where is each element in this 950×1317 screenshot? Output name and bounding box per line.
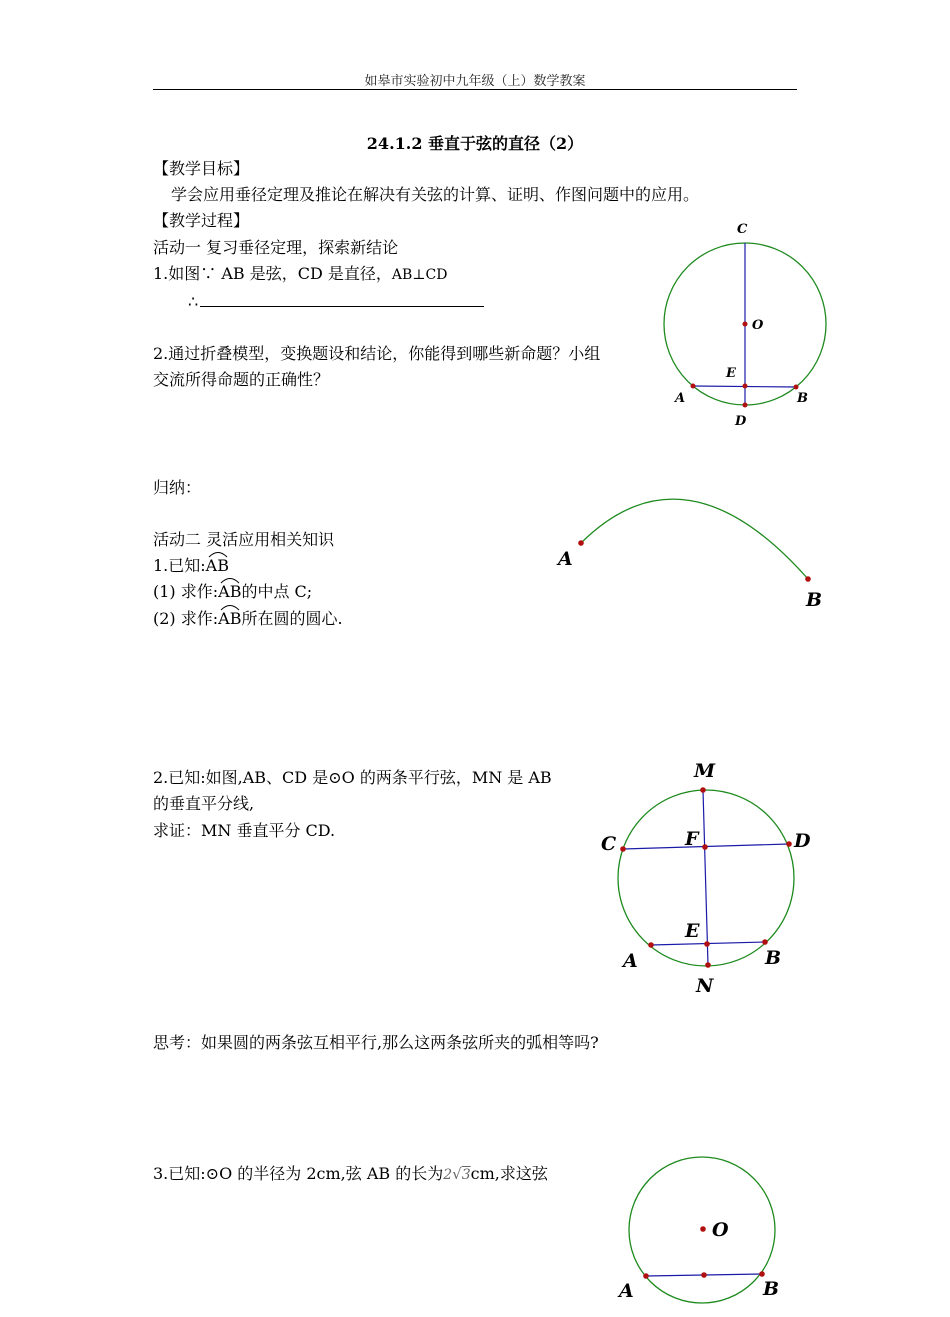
point-m (700, 787, 706, 793)
point-b (805, 576, 811, 582)
point-f (702, 844, 708, 850)
point-d (786, 841, 792, 847)
label-b: B (797, 391, 808, 406)
point-o (700, 1226, 706, 1232)
figure-2-arc-ab (550, 485, 840, 615)
part2-prefix: (2) 求作: (153, 609, 219, 628)
label-d: D (794, 830, 811, 852)
point-a (691, 384, 696, 389)
point-n (705, 962, 711, 968)
label-n: N (696, 975, 714, 997)
arc-mark-icon (207, 550, 229, 558)
arc-ab-notation (218, 608, 241, 630)
goal-heading: 【教学目标】 (153, 159, 250, 178)
activity2-q1 (153, 555, 229, 577)
label-f: F (685, 828, 699, 850)
arc-ab-notation (218, 581, 241, 603)
label-e: E (726, 366, 736, 381)
part2-suffix: 所在圆的圆心. (241, 609, 343, 628)
page-header: 如皋市实验初中九年级（上）数学教案 (364, 74, 586, 89)
figure-3-parallel-chords (595, 755, 825, 1000)
part1-prefix: (1) 求作: (153, 582, 219, 601)
activity2-part1 (153, 581, 312, 603)
activity1-therefore (188, 290, 484, 313)
lesson-title: 24.1.2 垂直于弦的直径（2） (366, 134, 584, 153)
line-mn (703, 790, 708, 965)
label-a: A (558, 548, 573, 570)
activity1-q1-prefix: 1.如图∵ AB 是弦，CD 是直径， (153, 264, 392, 283)
label-o: O (712, 1219, 729, 1241)
activity2-q1-prefix: 1.已知: (153, 556, 206, 575)
label-a: A (619, 1280, 634, 1302)
arc-ab-notation (206, 555, 229, 577)
label-a: A (623, 950, 638, 972)
problem2-line1: 2.已知:如图,AB、CD 是⊙O 的两条平行弦，MN 是 AB (153, 768, 552, 787)
problem2-line2: 的垂直平分线, (153, 794, 255, 813)
point-a (643, 1273, 649, 1279)
point-b (794, 385, 799, 390)
problem3-text (153, 1163, 548, 1186)
arc-mark-icon (219, 603, 241, 611)
summary-label: 归纳： (153, 478, 202, 497)
activity2-part2 (153, 608, 343, 630)
figure-4-circle-chord (610, 1150, 810, 1310)
process-heading: 【教学过程】 (153, 211, 250, 230)
arc-mark-icon (219, 576, 241, 584)
label-e: E (685, 920, 700, 942)
problem3-prefix: 3.已知:⊙O 的半径为 2cm,弦 AB 的长为 (153, 1164, 444, 1183)
part1-suffix: 的中点 C; (241, 582, 313, 601)
point-b (759, 1271, 765, 1277)
label-o: O (752, 318, 764, 333)
sqrt-coefficient: 2 (443, 1167, 453, 1183)
activity1-q2-line1: 2.通过折叠模型，变换题设和结论，你能得到哪些新命题？小组 (153, 344, 601, 363)
activity1-q2-line2: 交流所得命题的正确性？ (153, 370, 330, 389)
label-a: A (675, 391, 686, 406)
label-d: D (735, 414, 747, 429)
label-b: B (765, 947, 782, 969)
problem2-line3: 求证：MN 垂直平分 CD. (153, 821, 336, 840)
sqrt-radicand: 3 (461, 1167, 471, 1183)
therefore-symbol: ∴ (188, 292, 199, 311)
point-b (762, 939, 768, 945)
label-b: B (806, 589, 823, 611)
activity1-q1 (153, 263, 447, 286)
point-e (743, 384, 748, 389)
header-rule (153, 89, 797, 90)
arc-ab-label: AB (205, 556, 229, 575)
point-e (704, 941, 710, 947)
problem3-suffix: cm,求这弦 (470, 1164, 548, 1183)
figure-1-perpendicular-diameter (655, 215, 840, 435)
label-b: B (763, 1278, 780, 1300)
goal-text: 学会应用垂径定理及推论在解决有关弦的计算、证明、作图问题中的应用。 (171, 185, 700, 204)
label-c: C (601, 833, 617, 855)
arc-ab-label: AB (218, 582, 242, 601)
think-question: 思考：如果圆的两条弦互相平行,那么这两条弦所夹的弧相等吗? (153, 1033, 599, 1052)
answer-blank (200, 290, 484, 307)
point-midpoint (701, 1272, 707, 1278)
point-d (743, 403, 748, 408)
point-a (648, 942, 654, 948)
point-o (743, 322, 748, 327)
activity2-title: 活动二 灵活应用相关知识 (153, 530, 335, 549)
activity1-q1-cond: AB⊥CD (391, 267, 448, 283)
label-m: M (694, 760, 716, 782)
label-c: C (737, 222, 748, 237)
arc-ab (581, 499, 808, 579)
activity1-title: 活动一 复习垂径定理，探索新结论 (153, 238, 399, 257)
sqrt-expression: 2√3 (443, 1165, 471, 1183)
point-c (620, 846, 626, 852)
arc-ab-label: AB (218, 609, 242, 628)
point-a (578, 540, 584, 546)
